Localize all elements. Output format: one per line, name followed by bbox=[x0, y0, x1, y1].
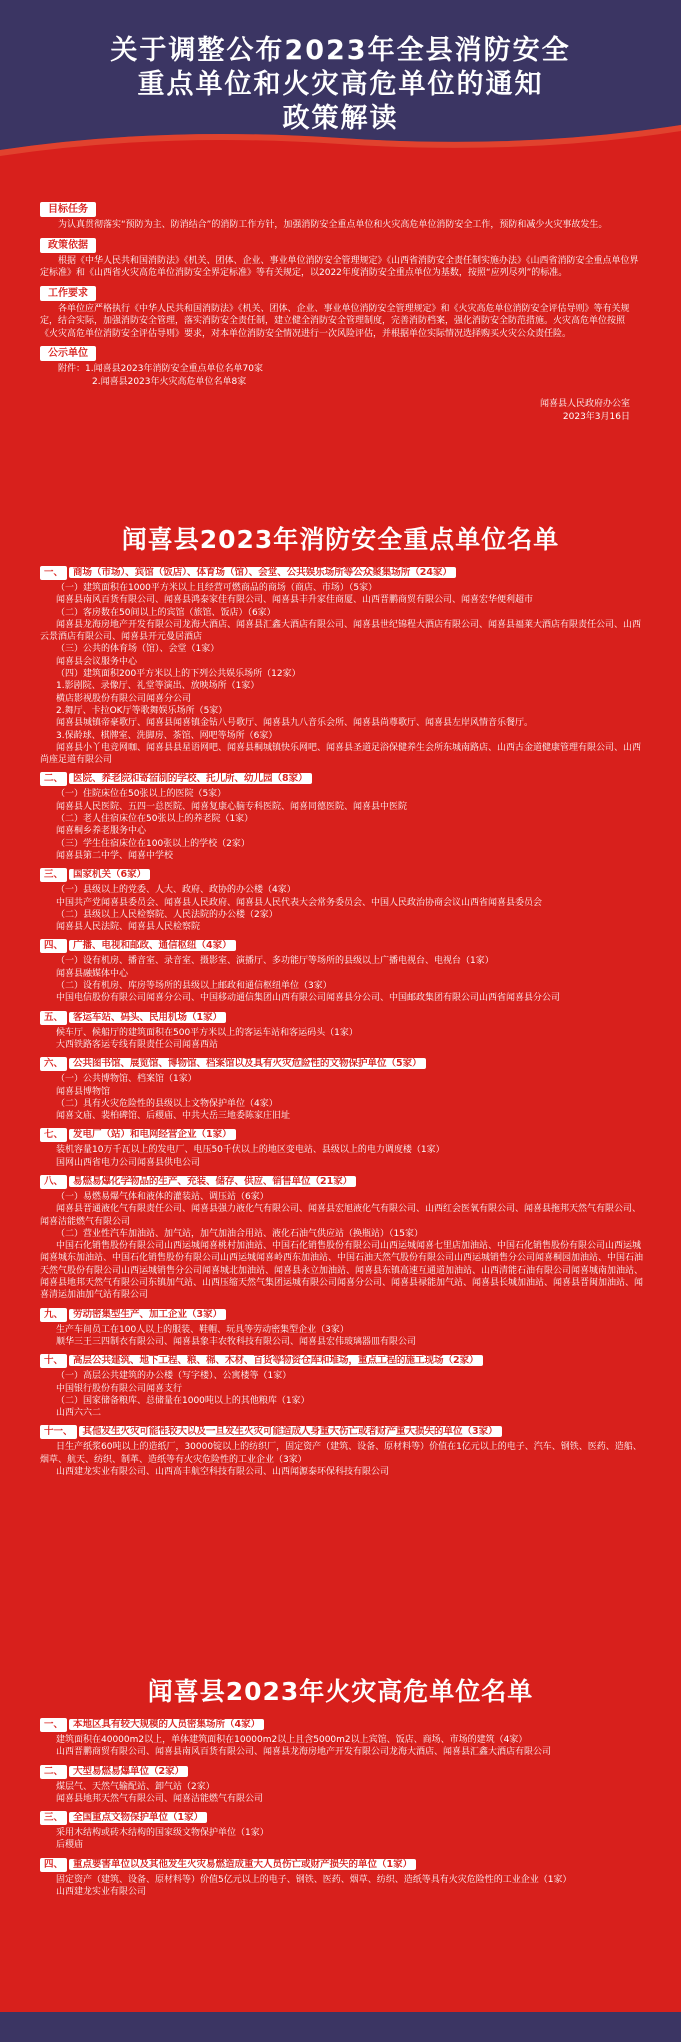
list-item: （三）公共的体育场（馆）、会堂（1家） bbox=[56, 644, 220, 655]
category-heading bbox=[40, 1811, 646, 1825]
category-number: 八、 bbox=[40, 1175, 67, 1189]
list-item: （二）客房数在50间以上的宾馆（旅馆、饭店）（6家） bbox=[56, 607, 276, 618]
list-item: 闻喜县城镇帝豪歌厅、闻喜县闻喜镇金钻八号歌厅、闻喜县九八音乐会所、闻喜县尚尊歌厅、闻喜县左岸风情音乐餐厅。 bbox=[56, 718, 534, 729]
category-number: 三、 bbox=[40, 868, 67, 882]
list1-body bbox=[40, 560, 646, 1478]
list-item: （一）设有机房、播音室、录音室、摄影室、演播厅、多功能厅等场所的县级以上广播电视台、电视台（1家） bbox=[56, 956, 494, 967]
category-heading bbox=[40, 1858, 646, 1872]
category-number: 五、 bbox=[40, 1011, 67, 1025]
list-item: 山西建龙实业有限公司、山西高丰航空科技有限公司、山西闻源泰环保科技有限公司 bbox=[56, 1467, 390, 1478]
category-number: 九、 bbox=[40, 1308, 67, 1322]
list-item: 闻喜县融媒体中心 bbox=[56, 968, 129, 979]
list-item: 闻喜县博物馆 bbox=[56, 1086, 111, 1097]
list-item: 山西六六二 bbox=[56, 1408, 102, 1419]
list-item: 日生产纸浆60吨以上的造纸厂，30000锭以上的纺织厂，固定资产（建筑、设备、原材料等）价值在1亿元以上的电子、汽车、钢铁、医药、造船、烟草、航天、纺织、制革、造纸等有火灾危险性的工业企业（3家） bbox=[40, 1442, 642, 1465]
category-heading bbox=[40, 566, 646, 580]
list-item: 中国共产党闻喜县委员会、闻喜县人民政府、闻喜县人民代表大会常务委员会、中国人民政治协商会议山西省闻喜县委员会 bbox=[56, 897, 543, 908]
notice-section bbox=[40, 196, 640, 423]
requirement-text: 各单位应严格执行《中华人民共和国消防法》《机关、团体、企业、事业单位消防安全管理规定》和《火灾高危单位消防安全评估导则》等有关规定，结合实际，加强消防安全管理，落实消防安全责任制，建立健全消防安全管理制度，完善消防档案，强化消防安全防范措施。火灾高危单位按照《火灾高危单位消防安全评估导则》要求，对本单位消防安全情况进行一次风险评估，并根据单位实际情况选择购买火灾公众责任险。 bbox=[40, 303, 630, 339]
list2-body bbox=[40, 1712, 646, 1898]
list1-title: 闻喜县2023年消防安全重点单位名单 bbox=[121, 525, 560, 554]
list-item: 国网山西省电力公司闻喜县供电公司 bbox=[56, 1157, 201, 1168]
list-item: 生产车间员工在100人以上的服装、鞋帽、玩具等劳动密集型企业（3家） bbox=[56, 1324, 349, 1335]
list-item: 装机容量10万千瓦以上的发电厂、电压50千伏以上的地区变电站、县级以上的电力调度楼（1家） bbox=[56, 1145, 445, 1156]
publish-tag: 公示单位 bbox=[40, 346, 96, 361]
date: 2023年3月16日 bbox=[562, 411, 630, 422]
basis-text: 根据《中华人民共和国消防法》《机关、团体、企业、事业单位消防安全管理规定》《山西省消防安全责任制实施办法》《山西省消防安全重点单位界定标准》和《山西省火灾高危单位消防安全界定标准》等有关规定，以2022年度消防安全重点单位为基数，按照“应列尽列”的标准。 bbox=[40, 255, 639, 278]
category-number: 七、 bbox=[40, 1128, 67, 1142]
category-title: 广播、电视和邮政、通信枢纽（4家） bbox=[69, 940, 236, 951]
category-heading bbox=[40, 1175, 646, 1189]
list-item: （四）建筑面积200平方米以上的下列公共娱乐场所（12家） bbox=[56, 669, 301, 680]
list-item: 闻喜县地邦天然气有限公司、闻喜洁能燃气有限公司 bbox=[56, 1793, 264, 1804]
footer-band bbox=[0, 2012, 681, 2042]
title-line-1: 关于调整公布2023年全县消防安全 bbox=[110, 35, 571, 66]
list-item: 闻喜桐乡养老服务中心 bbox=[56, 826, 147, 837]
list-item: 采用木结构或砖木结构的国家级文物保护单位（1家） bbox=[56, 1828, 269, 1839]
category-number: 一、 bbox=[40, 566, 67, 580]
basis-tag: 政策依据 bbox=[40, 238, 96, 253]
list2-title: 闻喜县2023年火灾高危单位名单 bbox=[147, 1677, 534, 1706]
title-line-3: 政策解读 bbox=[282, 103, 399, 134]
category-title: 易燃易爆化学物品的生产、充装、储存、供应、销售单位（21家） bbox=[69, 1176, 356, 1187]
list-item: 后稷庙 bbox=[56, 1840, 84, 1851]
category-heading bbox=[40, 1425, 646, 1439]
category-title: 客运车站、码头、民用机场（1家） bbox=[69, 1012, 226, 1023]
category-title: 大型易燃易爆单位（2家） bbox=[69, 1766, 188, 1777]
category-title: 公共图书馆、展览馆、博物馆、档案馆以及具有火灾危险性的文物保护单位（5家） bbox=[69, 1058, 426, 1069]
category-heading bbox=[40, 939, 646, 953]
category-title: 医院、养老院和寄宿制的学校、托儿所、幼儿园（8家） bbox=[69, 773, 312, 784]
category-number: 四、 bbox=[40, 1858, 67, 1872]
page-title bbox=[0, 34, 681, 136]
category-number: 三、 bbox=[40, 1811, 67, 1825]
category-title: 高层公共建筑、地下工程、粮、棉、木材、百货等物资仓库和堆场，重点工程的施工现场（2家） bbox=[69, 1355, 483, 1366]
list-item: （一）易燃易爆气体和液体的灌装站、调压站（6家） bbox=[56, 1191, 269, 1202]
list-item: 候车厅、候船厅的建筑面积在500平方米以上的客运车站和客运码头（1家） bbox=[56, 1027, 358, 1038]
category-title: 劳动密集型生产、加工企业（3家） bbox=[69, 1309, 226, 1320]
category-title: 本地区具有较大规模的人员密集场所（4家） bbox=[69, 1719, 264, 1730]
list-item: 闻喜县小丫电竞网咖、闻喜县县星语网吧、闻喜县桐城镇快乐网吧、闻喜县圣道足浴保健养生会所东城南路店、山西古金道健康管理有限公司、山西尚座足道有限公司 bbox=[40, 742, 642, 766]
attachment-1: 附件：1.闻喜县2023年消防安全重点单位名单70家 bbox=[58, 364, 263, 374]
list-item: （一）建筑面积在1000平方米以上且经营可燃商品的商场（商店、市场）（5家） bbox=[56, 583, 378, 593]
list-item: （二）具有火灾危险性的县级以上文物保护单位（4家） bbox=[56, 1098, 278, 1109]
list-item: （一）住院床位在50张以上的医院（5家） bbox=[56, 789, 227, 800]
list-item: 山西晋鹏商贸有限公司、闻喜县南风百货有限公司、闻喜县龙海房地产开发有限公司龙海大酒店、闻喜县汇鑫大酒店有限公司 bbox=[56, 1747, 552, 1758]
category-number: 四、 bbox=[40, 939, 67, 953]
category-heading bbox=[40, 1354, 646, 1368]
list-item: （一）公共博物馆、档案馆（1家） bbox=[56, 1074, 197, 1085]
category-heading bbox=[40, 1128, 646, 1142]
list-item: （一）高层公共建筑的办公楼（写字楼）、公寓楼等（1家） bbox=[56, 1371, 292, 1382]
list-item: 山西建龙实业有限公司 bbox=[56, 1887, 147, 1898]
category-number: 二、 bbox=[40, 772, 67, 786]
list-item: 闻喜文庙、裴柏碑馆、后稷庙、中共大岳三地委陈家庄旧址 bbox=[56, 1111, 291, 1122]
category-heading bbox=[40, 1057, 646, 1071]
title-line-2: 重点单位和火灾高危单位的通知 bbox=[137, 69, 544, 100]
category-heading bbox=[40, 1718, 646, 1732]
attachment-2: 2.闻喜县2023年火灾高危单位名单8家 bbox=[92, 376, 247, 387]
list-item: 顺华三王三四制衣有限公司、闻喜县象丰农牧科技有限公司、闻喜县宏伟玻璃器皿有限公司 bbox=[56, 1336, 417, 1347]
list-item: 闻喜县会议服务中心 bbox=[56, 656, 138, 667]
list-item: 1.影剧院、录像厅、礼堂等演出、放映场所（1家） bbox=[56, 681, 260, 692]
list-item: 横店影视股份有限公司闻喜分公司 bbox=[56, 693, 192, 704]
list-item: 3.保龄球、棋牌室、洗脚房、茶馆、网吧等场所（6家） bbox=[56, 730, 278, 741]
list-item: 闻喜县南风百货有限公司、闻喜县鸿泰家佳有限公司、闻喜县丰升家佳商厦、山西晋鹏商贸有限公司、闻喜宏华便利超市 bbox=[56, 595, 534, 606]
list-item: 闻喜县龙海房地产开发有限公司龙海大酒店、闻喜县汇鑫大酒店有限公司、闻喜县世纪锦程大酒店有限公司、闻喜县福莱大酒店有限责任公司、山西云景酒店有限公司、闻喜县开元曼居酒店 bbox=[40, 619, 642, 643]
list-item: （二）县级以上人民检察院、人民法院的办公楼（2家） bbox=[56, 909, 278, 920]
list-item: （二）营业性汽车加油站、加气站，加气加油合用站、液化石油气供应站（换瓶站）（15家） bbox=[56, 1228, 423, 1239]
list-item: 建筑面积在40000m2以上，单体建筑面积在10000m2以上且含5000m2以上宾馆、饭店、商场、市场的建筑（4家） bbox=[56, 1735, 528, 1745]
category-heading bbox=[40, 868, 646, 882]
category-title: 商场（市场）、宾馆（饭店）、体育场（馆）、会堂、公共娱乐场所等公众聚集场所（24家） bbox=[69, 567, 456, 578]
category-heading bbox=[40, 1308, 646, 1322]
list-item: 固定资产（建筑、设备、原材料等）价值5亿元以上的电子、钢铁、医药、烟草、纺织、造纸等具有火灾危险性的工业企业（1家） bbox=[56, 1874, 572, 1885]
list-item: 2.舞厅、卡拉OK厅等歌舞娱乐场所（5家） bbox=[56, 705, 228, 716]
category-number: 十一、 bbox=[40, 1425, 77, 1439]
list-item: 煤层气、天然气输配站、卸气站（2家） bbox=[56, 1781, 215, 1792]
category-title: 其他发生火灾可能性较大以及一旦发生火灾可能造成人身重大伤亡或者财产重大损失的单位（3家） bbox=[79, 1426, 502, 1437]
list-item: 闻喜县晋通液化气有限责任公司、闻喜县强力液化气有限公司、闻喜县宏旭液化气有限公司、山西红会医氧有限公司、闻喜县拖邦天然气有限公司、闻喜洁能燃气有限公司 bbox=[40, 1204, 642, 1227]
category-number: 一、 bbox=[40, 1718, 67, 1732]
list-item: 中国银行股份有限公司闻喜支行 bbox=[56, 1383, 183, 1394]
list-item: （二）设有机房、库房等场所的县级以上邮政和通信枢纽单位（3家） bbox=[56, 981, 332, 992]
header-banner bbox=[0, 0, 681, 160]
signer: 闻喜县人民政府办公室 bbox=[539, 399, 630, 409]
requirement-tag: 工作要求 bbox=[40, 286, 96, 301]
category-heading bbox=[40, 1765, 646, 1779]
category-heading bbox=[40, 1011, 646, 1025]
list-item: （一）县级以上的党委、人大、政府、政协的办公楼（4家） bbox=[56, 885, 296, 896]
category-number: 二、 bbox=[40, 1765, 67, 1779]
list-item: （二）国家储备粮库、总储量在1000吨以上的其他粮库（1家） bbox=[56, 1395, 310, 1406]
goal-text: 为认真贯彻落实“预防为主、防消结合”的消防工作方针，加强消防安全重点单位和火灾高危单位消防安全工作，预防和减少火灾事故发生。 bbox=[58, 220, 608, 230]
list-item: 中国石化销售股份有限公司山西运城闻喜桃村加油站、中国石化销售股份有限公司山西运城闻喜七里店加油站、中国石化销售股份有限公司山西运城闻喜城东加油站、中国石化销售股份有限公司山西运城闻喜岭西东加油站、中国石油天然气股份有限公司山西运城销售分公司闻喜桐园加油站、中国石油天然气股份有限公司山西运城销售分公司闻喜城北加油站、闻喜县永立加油站、闻喜县东镇高速互通道加油站、山西清能石油有限公司闻喜城南加油站、闻喜县地邦天然气有限公司东镇加气站、山西压缩天然气集团运城有限公司闻喜分公司、闻喜县禄能加气站、闻喜县长城加油站、闻喜县晋闽加油站、闻喜清运加油加气站有限公司 bbox=[40, 1241, 644, 1301]
list-item: 大西铁路客运专线有限责任公司闻喜西站 bbox=[56, 1039, 219, 1050]
category-number: 十、 bbox=[40, 1354, 67, 1368]
category-title: 国家机关（6家） bbox=[69, 869, 150, 880]
goal-tag: 目标任务 bbox=[40, 202, 96, 217]
list-item: （二）老人住宿床位在50张以上的养老院（1家） bbox=[56, 814, 254, 825]
list-item: 闻喜县人民医院、五四一总医院、闻喜复康心脑专科医院、闻喜同德医院、闻喜县中医院 bbox=[56, 801, 408, 812]
category-title: 全国重点文物保护单位（1家） bbox=[69, 1812, 207, 1823]
list-item: （三）学生住宿床位在100张以上的学校（2家） bbox=[56, 838, 250, 849]
category-title: 重点要害单位以及其他发生火灾易燃造成重大人员伤亡或财产损失的单位（1家） bbox=[69, 1859, 416, 1870]
category-number: 六、 bbox=[40, 1057, 67, 1071]
category-title: 发电厂（站）和电网经营企业（1家） bbox=[69, 1129, 236, 1140]
category-heading bbox=[40, 772, 646, 786]
list-item: 中国电信股份有限公司闻喜分公司、中国移动通信集团山西有限公司闻喜县分公司、中国邮政集团有限公司山西省闻喜县分公司 bbox=[56, 993, 561, 1004]
list-item: 闻喜县第二中学、闻喜中学校 bbox=[56, 850, 174, 861]
list-item: 闻喜县人民法院、闻喜县人民检察院 bbox=[56, 922, 201, 933]
